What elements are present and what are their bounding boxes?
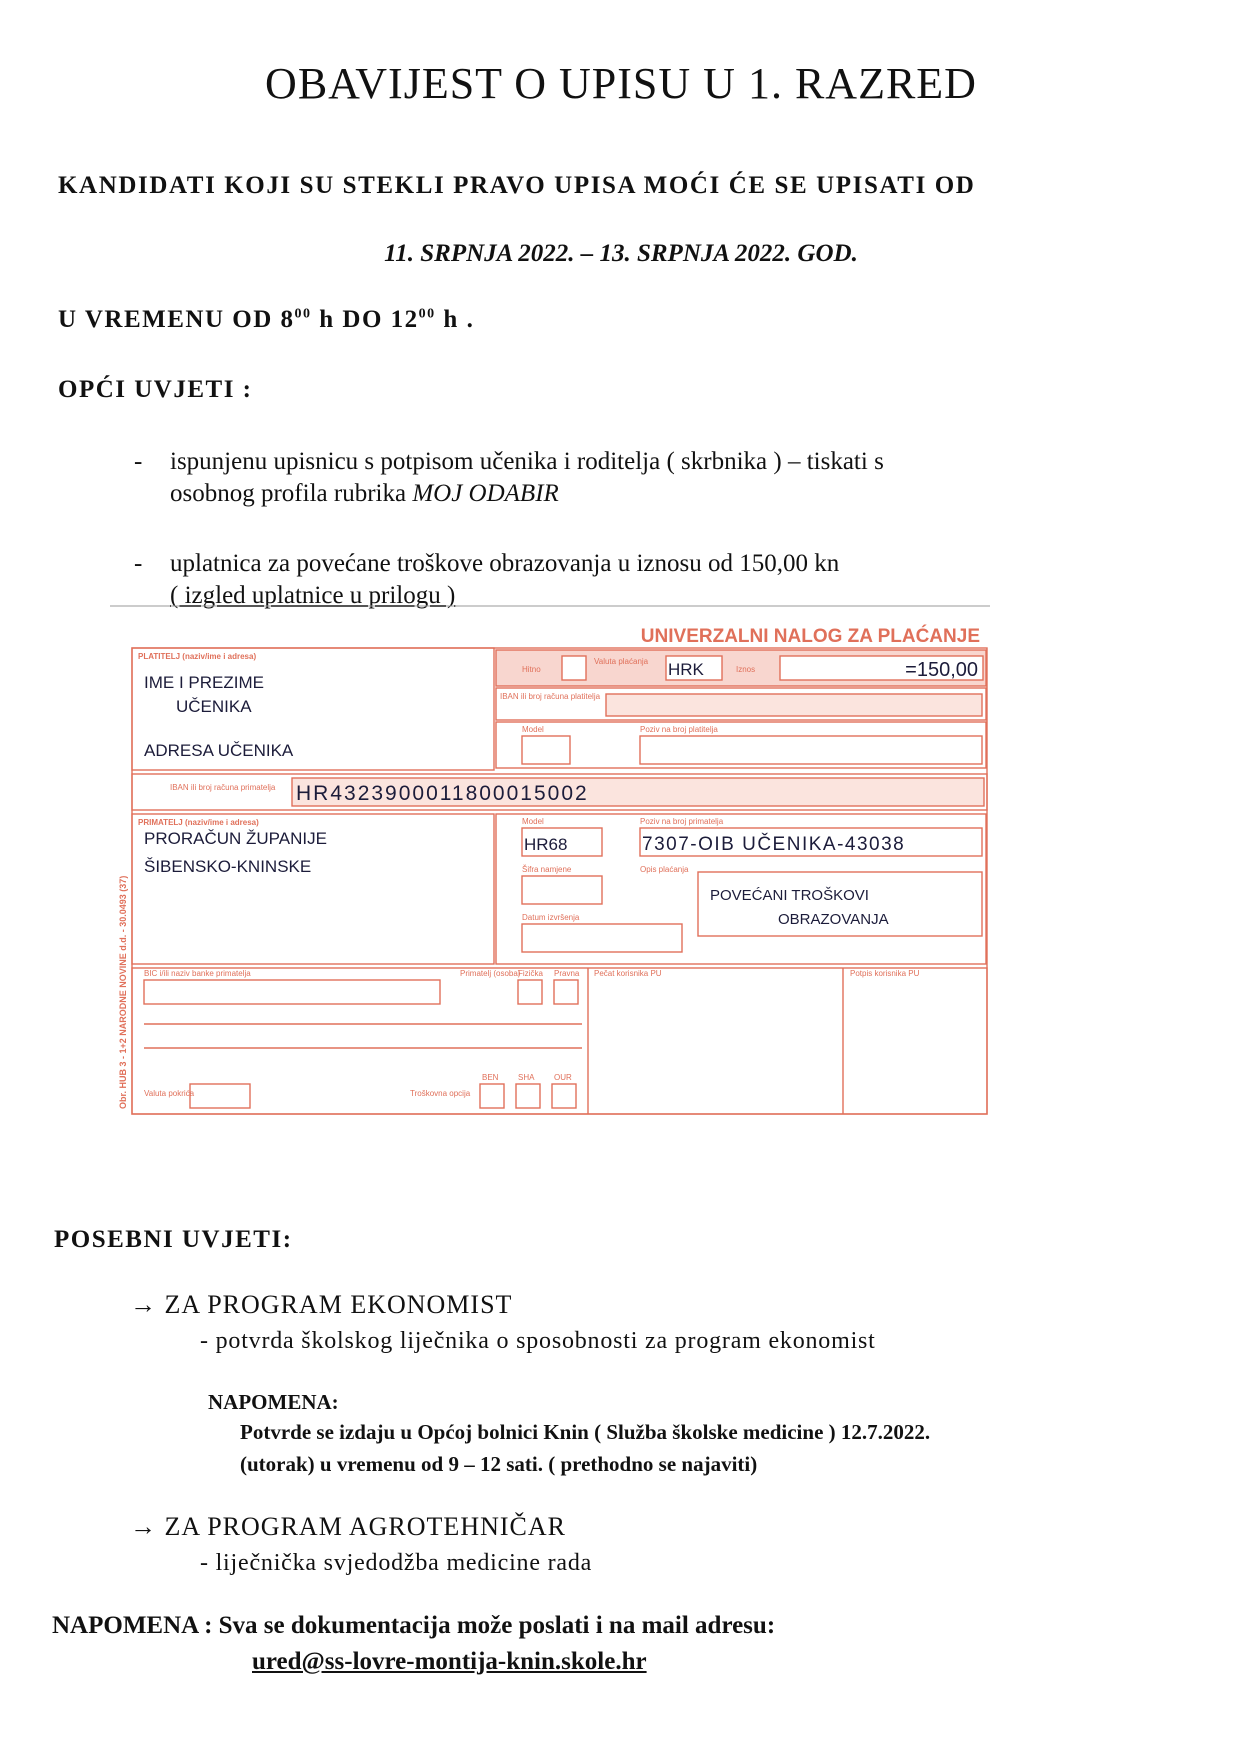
our-label: OUR	[554, 1073, 572, 1082]
amount-value: =150,00	[905, 659, 978, 681]
enrollment-time: U VREMENU OD $8^{00}$ h DO $12^{00}$ h .	[58, 306, 475, 333]
enrollment-dates: 11. SRPNJA 2022. – 13. SRPNJA 2022. GOD.	[384, 240, 858, 267]
intro-text: KANDIDATI KOJI SU STEKLI PRAVO UPISA MOĆI ĆE SE UPISATI OD	[58, 172, 976, 199]
ben-label: BEN	[482, 1073, 499, 1082]
payer-model-box	[522, 736, 570, 764]
program-ekonomist	[130, 1290, 512, 1320]
our-checkbox	[552, 1084, 576, 1108]
general-item-2	[134, 548, 1070, 612]
bullet-dash: -	[134, 448, 143, 475]
general-item-1	[134, 446, 1070, 510]
sifra-box	[522, 876, 602, 904]
final-note: NAPOMENA : Sva se dokumentacija može poslati i na mail adresu:	[52, 1612, 776, 1639]
arrow-icon: →	[130, 1512, 157, 1541]
page-title: OBAVIJEST O UPISU U 1. RAZRED	[265, 59, 977, 108]
reference-value: 7307-OIB UČENIKA-43038	[642, 834, 906, 855]
payer-poziv-box	[640, 736, 982, 764]
recipient-model-label: Model	[522, 817, 544, 826]
recipient-iban-value: HR4323900011800015002	[296, 782, 589, 805]
troskovna-label: Troškovna opcija	[410, 1089, 471, 1098]
general-item-2-line1: uplatnica za povećane troškove obrazovanja u iznosu od 150,00 kn	[170, 550, 840, 577]
program-agrotehnicar-title: ZA PROGRAM AGROTEHNIČAR	[164, 1512, 566, 1541]
payer-line2: UČENIKA	[176, 697, 252, 716]
recipient-line2: ŠIBENSKO-KNINSKE	[144, 857, 312, 876]
ben-checkbox	[480, 1084, 504, 1108]
arrow-icon: →	[130, 1290, 157, 1319]
moj-odabir-text: MOJ ODABIR	[412, 480, 559, 507]
recipient-line1: PRORAČUN ŽUPANIJE	[144, 829, 327, 848]
program-ekonomist-title: ZA PROGRAM EKONOMIST	[164, 1290, 513, 1319]
sha-checkbox	[516, 1084, 540, 1108]
program-ekonomist-requirement: - potvrda školskog liječnika o sposobnosti za program ekonomist	[200, 1328, 876, 1354]
recipient-label: PRIMATELJ (naziv/ime i adresa)	[138, 818, 259, 827]
payer-line1: IME I PREZIME	[144, 673, 264, 692]
bullet-dash: -	[134, 550, 143, 577]
payer-iban-label: IBAN ili broj računa platitelja	[500, 692, 601, 701]
email-link[interactable]: ured@ss-lovre-montija-knin.skole.hr	[252, 1648, 647, 1675]
fizicka-checkbox	[518, 980, 542, 1004]
special-conditions-heading: POSEBNI UVJETI:	[54, 1226, 293, 1253]
opis-label: Opis plaćanja	[640, 865, 689, 874]
payment-slip	[110, 604, 990, 1120]
description-line1: POVEĆANI TROŠKOVI	[710, 887, 869, 904]
general-conditions-heading: OPĆI UVJETI :	[58, 376, 253, 403]
program-agrotehnicar	[130, 1512, 566, 1542]
valuta-pokrica-label: Valuta pokrića	[144, 1089, 195, 1098]
bic-label: BIC i/ili naziv banke primatelja	[144, 969, 251, 978]
payer-label: PLATITELJ (naziv/ime i adresa)	[138, 652, 257, 661]
valuta-label: Valuta plaćanja	[594, 657, 649, 666]
payer-line3: ADRESA UČENIKA	[144, 741, 294, 760]
valuta-pokrica-box	[190, 1084, 250, 1108]
program-agrotehnicar-requirement: - liječnička svjedodžba medicine rada	[200, 1550, 593, 1576]
currency-value: HRK	[668, 660, 704, 679]
general-item-1-line2: osobnog profila rubrika MOJ ODABIR	[170, 480, 559, 507]
potpis-label: Potpis korisnika PU	[850, 969, 920, 978]
model-value: HR68	[524, 835, 568, 854]
bic-box	[144, 980, 440, 1004]
primatelj-osoba-label: Primatelj (osoba)	[460, 969, 521, 978]
description-line2: OBRAZOVANJA	[778, 911, 889, 928]
slip-outer-border	[132, 648, 987, 1114]
pecat-label: Pečat korisnika PU	[594, 969, 662, 978]
sifra-label: Šifra namjene	[522, 865, 572, 874]
payer-poziv-label: Poziv na broj platitelja	[640, 725, 718, 734]
recipient-poziv-label: Poziv na broj primatelja	[640, 817, 724, 826]
recipient-iban-label: IBAN ili broj računa primatelja	[170, 783, 276, 792]
sha-label: SHA	[518, 1073, 535, 1082]
fizicka-label: Fizička	[518, 969, 543, 978]
iznos-label: Iznos	[736, 665, 756, 674]
datum-box	[522, 924, 682, 952]
general-item-2-line2: ( izgled uplatnice u prilogu )	[170, 582, 456, 609]
note-line1: Potvrde se izdaju u Općoj bolnici Knin ( Služba školske medicine ) 12.7.2022.	[240, 1420, 931, 1444]
bottom-area	[132, 968, 987, 1114]
note-heading: NAPOMENA:	[208, 1390, 339, 1414]
pravna-checkbox	[554, 980, 578, 1004]
hitno-label: Hitno	[522, 665, 541, 674]
note-line2: (utorak) u vremenu od 9 – 12 sati. ( prethodno se najaviti)	[240, 1452, 758, 1476]
payer-model-label: Model	[522, 725, 544, 734]
general-item-1-line1: ispunjenu upisnicu s potpisom učenika i roditelja ( skrbnika ) – tiskati s	[170, 448, 884, 475]
payment-slip-form	[110, 604, 990, 1120]
datum-label: Datum izvršenja	[522, 913, 580, 922]
payer-iban-box	[606, 694, 982, 716]
side-print: Obr. HUB 3 - 1+2 NARODNE NOVINE d.d. - 30.0493 (37)	[118, 875, 128, 1109]
hitno-checkbox	[562, 656, 586, 680]
slip-header: UNIVERZALNI NALOG ZA PLAĆANJE	[640, 626, 980, 647]
pravna-label: Pravna	[554, 969, 580, 978]
